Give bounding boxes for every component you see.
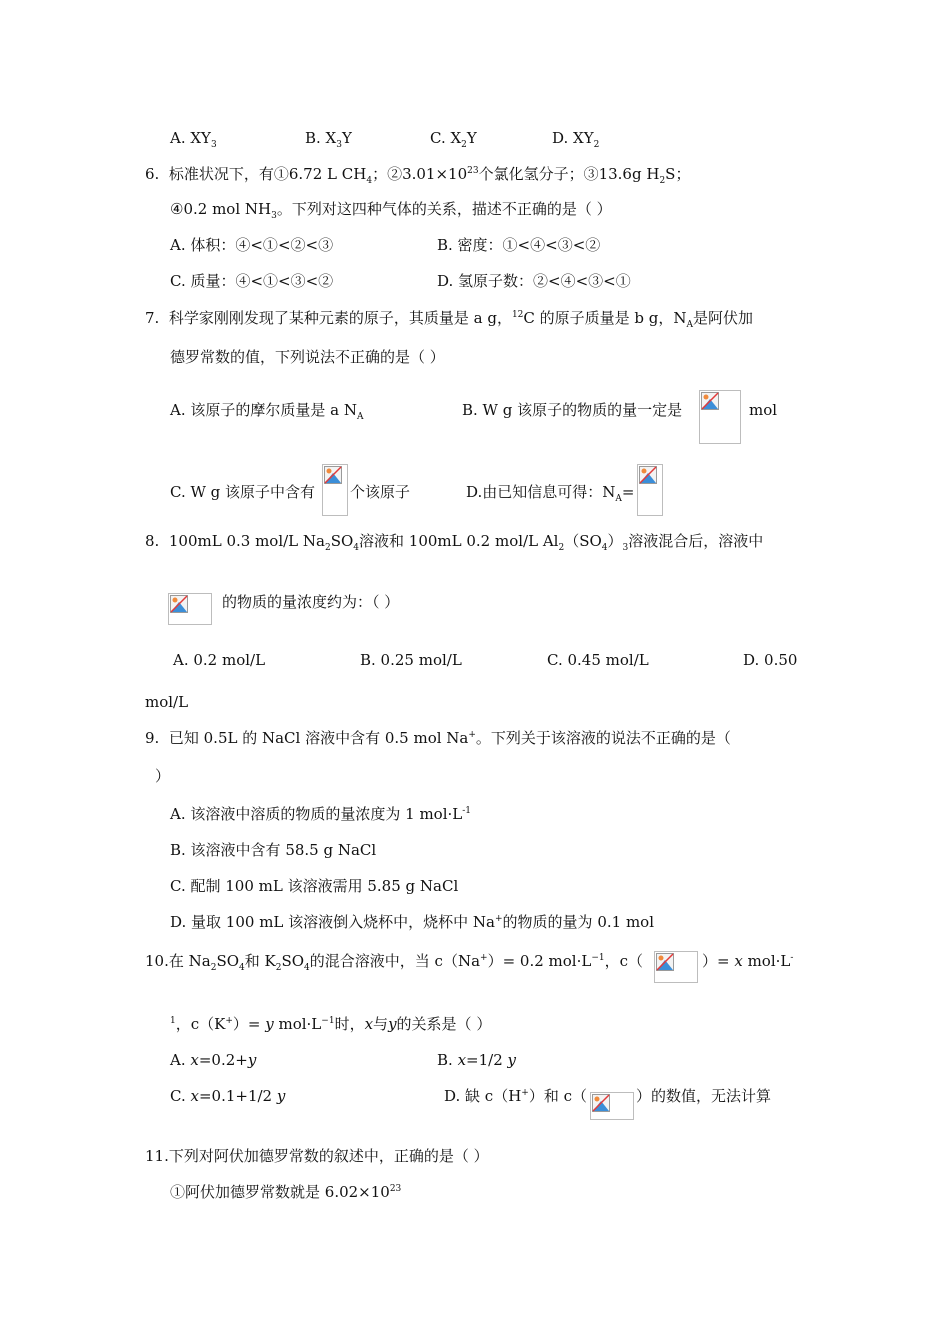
q9-option-d: D. 量取 100 mL 该溶液倒入烧杯中，烧杯中 Na+的物质的量为 0.1 mol (170, 913, 654, 931)
q10-stem-line1: 10.在 $Na_2SO_4$和 $K_2SO_4$的混合溶液中，当 c（Na+）= 0.2 $mol\cdot L^{-1}$，c（ (145, 952, 644, 973)
q8-option-c: C. 0.45 mol/L (547, 651, 649, 669)
q6-option-c: C. 质量：④<①<③<② (170, 272, 334, 290)
q10-stem-line1-tail: ）= x mol·L- (702, 952, 794, 970)
q10-option-c: C. x=0.1+1/2 y (170, 1087, 286, 1105)
q7-option-a: A. 该原子的摩尔质量是 a $N_A$ (170, 401, 364, 422)
q9-stem-line2: ） (155, 767, 171, 785)
q5-option-c: C. $X_2Y$ (430, 129, 477, 150)
q7-option-b: B. W g 该原子的物质的量一定是 (462, 401, 683, 419)
q7-option-b-unit: mol (749, 401, 778, 419)
q6-option-d: D. 氢原子数：②<④<③<① (437, 272, 631, 290)
q7-option-d: D.由已知信息可得：$N_A=$ (466, 483, 635, 504)
q8-option-b: B. 0.25 mol/L (360, 651, 462, 669)
q6-option-a: A. 体积：④<①<②<③ (170, 236, 334, 254)
q9-option-a: A. 该溶液中溶质的物质的量浓度为 1 $mol\cdot L^{-1}$ (170, 805, 472, 823)
q9-option-c: C. 配制 100 mL 该溶液需用 5.85 g NaCl (170, 877, 459, 895)
q5-option-a: A. $XY_3$ (170, 129, 217, 150)
formula-image-placeholder-icon (637, 464, 663, 516)
formula-image-placeholder-icon (699, 390, 741, 444)
formula-image-placeholder-icon (590, 1092, 634, 1120)
q10-stem-line2: $^1$，c（K+）= y $mol\cdot L^{-1}$时，x与y的关系是（ ） (170, 1015, 492, 1033)
q8-option-d-wrap: mol/L (145, 693, 189, 711)
q8-option-d: D. 0.50 (743, 651, 798, 669)
q7-option-c-tail: 个该原子 (350, 483, 411, 501)
q9-stem-line1: 9. 已知 0.5L 的 NaCl 溶液中含有 0.5 mol Na+。下列关于该溶液的说法不正确的是（ (145, 729, 731, 747)
q11-item-1: ①阿伏加德罗常数就是 $6.02\times 10^{23}$ (170, 1183, 402, 1201)
q8-option-a: A. 0.2 mol/L (173, 651, 266, 669)
q10-option-d: D. 缺 c（H+）和 c（ (444, 1087, 587, 1105)
q8-stem-line1: 8. 100mL 0.3 mol/L $Na_2SO_4$溶液和 100mL 0.2 mol/L $Al_2(SO_4)_3$溶液混合后，溶液中 (145, 532, 764, 553)
q8-stem-line2: 的物质的量浓度约为：（ ） (222, 593, 400, 611)
q6-stem-line2: ④0.2 mol $NH_3$。下列对这四种气体的关系，描述不正确的是（ ） (170, 200, 612, 221)
q6-stem-line1: 6. 标准状况下，有①6.72 L $CH_4$；$②3.01\times 10^{23}$个氯化氢分子；③13.6g $H_2S$； (145, 165, 691, 186)
q10-option-b: B. x=1/2 y (437, 1051, 516, 1069)
q5-option-b: B. $X_3Y$ (305, 129, 352, 150)
q6-option-b: B. 密度：①<④<③<② (437, 236, 601, 254)
q11-stem: 11.下列对阿伏加德罗常数的叙述中，正确的是（ ） (145, 1147, 489, 1165)
q7-option-c: C. W g 该原子中含有 (170, 483, 316, 501)
q10-option-a: A. x=0.2+y (170, 1051, 257, 1069)
q9-option-b: B. 该溶液中含有 58.5 g NaCl (170, 841, 377, 859)
q5-option-d: D. $XY_2$ (552, 129, 600, 150)
q7-stem-line2: 德罗常数的值，下列说法不正确的是（ ） (170, 348, 445, 366)
formula-image-placeholder-icon (322, 464, 348, 516)
q10-option-d-tail: ）的数值，无法计算 (636, 1087, 772, 1105)
q7-stem-line1: 7. 科学家刚刚发现了某种元素的原子，其质量是 a g，$^{12}$C 的原子质量是 b g，$N_A$是阿伏加 (145, 309, 754, 330)
formula-image-placeholder-icon (168, 593, 212, 625)
formula-image-placeholder-icon (654, 951, 698, 983)
